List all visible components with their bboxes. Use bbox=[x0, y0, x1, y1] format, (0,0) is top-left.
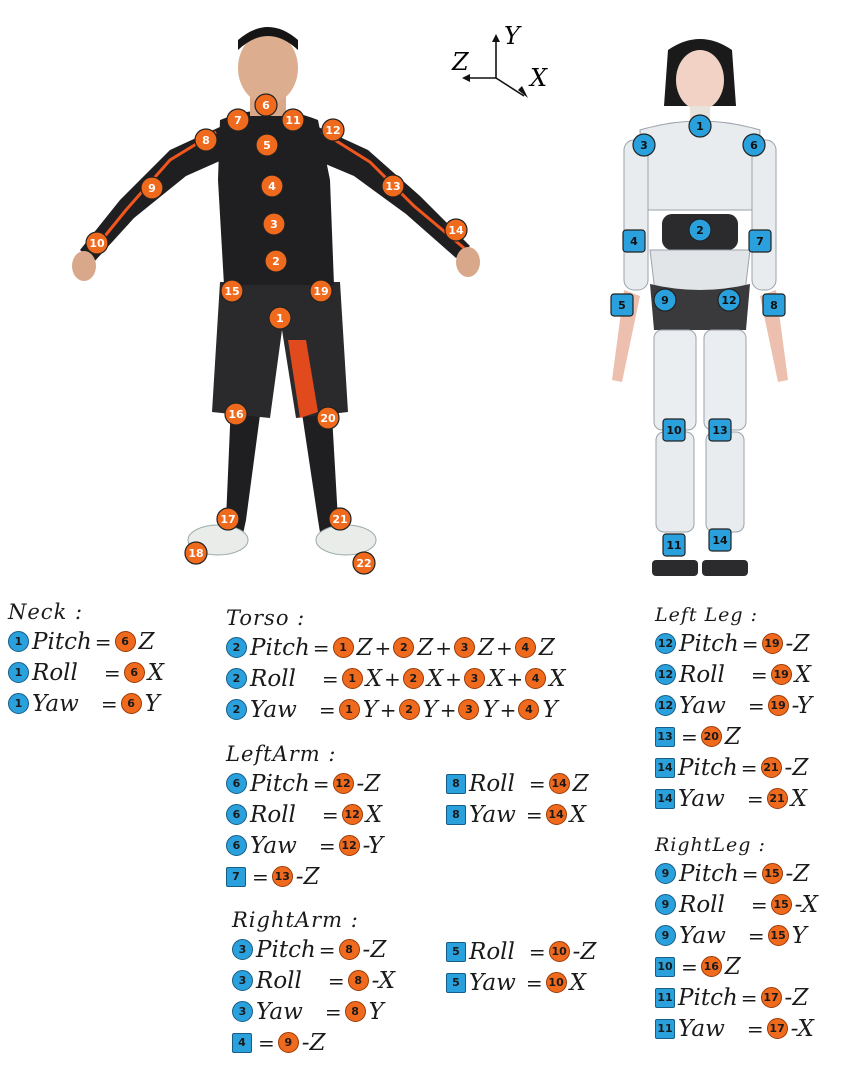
joint-marker: 3 bbox=[232, 939, 253, 960]
svg-text:21: 21 bbox=[332, 513, 348, 526]
torso-title: Torso : bbox=[226, 606, 306, 630]
axis: Z bbox=[572, 770, 589, 797]
svg-text:16: 16 bbox=[228, 408, 244, 421]
svg-text:17: 17 bbox=[220, 513, 236, 526]
sensor-marker: 12 bbox=[342, 804, 363, 825]
joint-marker: 5 bbox=[446, 973, 466, 993]
torso-pitch-row: 2 Pitch = 1 Z + 2 Z + 3 Z + 4 Z bbox=[226, 632, 565, 663]
right-arm-joint5-roll-row: 5 Roll = 10 -Z bbox=[446, 936, 596, 967]
joint-marker: 11 bbox=[655, 988, 675, 1008]
sensor-marker: 14 bbox=[549, 773, 570, 794]
sensor-marker: 4 bbox=[518, 699, 539, 720]
joint-marker: 12 bbox=[655, 664, 676, 685]
right-leg-section bbox=[655, 834, 818, 1044]
sensor-marker: 13 bbox=[272, 866, 293, 887]
sensor-marker: 19 bbox=[762, 633, 783, 654]
svg-text:18: 18 bbox=[188, 547, 204, 560]
svg-text:14: 14 bbox=[448, 224, 464, 237]
left-leg-joint14-yaw-row: 14 Yaw = 21 X bbox=[655, 783, 812, 814]
axis: Z bbox=[356, 634, 373, 661]
joint-marker: 14 bbox=[655, 758, 675, 778]
left-arm-section-col2 bbox=[446, 768, 589, 830]
sensor-marker: 20 bbox=[701, 726, 722, 747]
label: Pitch bbox=[679, 630, 739, 657]
left-leg-section bbox=[655, 604, 812, 814]
axis: -X bbox=[790, 1015, 814, 1042]
axis: X bbox=[569, 801, 586, 828]
marker-3 bbox=[263, 213, 285, 235]
svg-text:12: 12 bbox=[325, 124, 341, 137]
marker-5 bbox=[611, 294, 633, 316]
sensor-marker: 10 bbox=[546, 972, 567, 993]
label: Roll bbox=[469, 938, 515, 965]
joint-marker: 9 bbox=[655, 863, 676, 884]
left-leg-pitch-row: 12 Pitch = 19 -Z bbox=[655, 628, 812, 659]
sensor-marker: 19 bbox=[771, 664, 792, 685]
marker-9 bbox=[654, 289, 676, 311]
svg-text:13: 13 bbox=[712, 424, 728, 437]
svg-text:9: 9 bbox=[661, 294, 669, 307]
marker-21 bbox=[329, 508, 351, 530]
svg-text:2: 2 bbox=[272, 255, 280, 268]
joint-marker: 7 bbox=[226, 867, 246, 887]
sensor-marker: 4 bbox=[515, 637, 536, 658]
joint-marker: 6 bbox=[226, 835, 247, 856]
svg-text:14: 14 bbox=[712, 534, 728, 547]
marker-8 bbox=[763, 294, 785, 316]
joint-marker: 13 bbox=[655, 727, 675, 747]
axis: Z bbox=[724, 953, 741, 980]
svg-text:7: 7 bbox=[756, 235, 764, 248]
marker-10 bbox=[663, 419, 685, 441]
label: Roll bbox=[469, 770, 515, 797]
joint-marker: 10 bbox=[655, 957, 675, 977]
label: Pitch bbox=[250, 770, 310, 797]
joint-marker: 14 bbox=[655, 789, 675, 809]
marker-5 bbox=[256, 134, 278, 156]
marker-13 bbox=[709, 419, 731, 441]
joint-marker: 4 bbox=[232, 1033, 252, 1053]
marker-20 bbox=[317, 407, 339, 429]
label: Roll bbox=[32, 659, 78, 686]
axis: X bbox=[365, 665, 383, 692]
label: Yaw bbox=[250, 696, 297, 723]
sensor-marker: 21 bbox=[767, 788, 788, 809]
sensor-marker: 6 bbox=[115, 631, 136, 652]
left-arm-joint7-row: 7 = 13 -Z bbox=[226, 861, 383, 892]
label: Roll bbox=[679, 891, 725, 918]
marker-13 bbox=[382, 175, 404, 197]
left-leg-joint13-row: 13 = 20 Z bbox=[655, 721, 812, 752]
sensor-marker: 3 bbox=[458, 699, 479, 720]
marker-16 bbox=[225, 403, 247, 425]
neck-section bbox=[8, 600, 164, 719]
marker-3 bbox=[633, 134, 655, 156]
label: Yaw bbox=[32, 690, 79, 717]
axis: -Z bbox=[295, 863, 320, 890]
svg-text:8: 8 bbox=[202, 134, 210, 147]
joint-marker: 8 bbox=[446, 774, 466, 794]
svg-text:20: 20 bbox=[320, 412, 336, 425]
marker-6 bbox=[743, 134, 765, 156]
label: Pitch bbox=[256, 936, 316, 963]
sensor-marker: 1 bbox=[333, 637, 354, 658]
sensor-marker: 16 bbox=[701, 956, 722, 977]
axis: X bbox=[790, 785, 807, 812]
axis: Y bbox=[362, 696, 378, 723]
sensor-marker: 21 bbox=[761, 757, 782, 778]
joint-marker: 12 bbox=[655, 633, 676, 654]
marker-1 bbox=[269, 307, 291, 329]
right-leg-pitch-row: 9 Pitch = 15 -Z bbox=[655, 858, 818, 889]
joint-marker: 11 bbox=[655, 1019, 675, 1039]
svg-text:10: 10 bbox=[89, 237, 105, 250]
marker-19 bbox=[310, 280, 332, 302]
torso-section bbox=[226, 606, 565, 725]
joint-marker: 2 bbox=[226, 668, 247, 689]
axis: Z bbox=[724, 723, 741, 750]
sensor-marker: 1 bbox=[339, 699, 360, 720]
axis: Z bbox=[417, 634, 434, 661]
joint-marker: 8 bbox=[446, 805, 466, 825]
marker-12 bbox=[718, 289, 740, 311]
joint-marker: 12 bbox=[655, 695, 676, 716]
left-leg-joint14-pitch-row: 14 Pitch = 21 -Z bbox=[655, 752, 812, 783]
marker-7 bbox=[749, 230, 771, 252]
sensor-marker: 3 bbox=[454, 637, 475, 658]
left-arm-joint8-yaw-row: 8 Yaw = 14 X bbox=[446, 799, 589, 830]
svg-text:1: 1 bbox=[696, 120, 704, 133]
sensor-marker: 8 bbox=[339, 939, 360, 960]
left-leg-yaw-row: 12 Yaw = 19 -Y bbox=[655, 690, 812, 721]
svg-text:11: 11 bbox=[285, 114, 301, 127]
svg-text:4: 4 bbox=[268, 180, 276, 193]
svg-text:1: 1 bbox=[276, 312, 284, 325]
right-arm-title: RightArm : bbox=[232, 908, 359, 932]
svg-text:3: 3 bbox=[640, 139, 648, 152]
axis-label-z: Z bbox=[452, 48, 469, 76]
axis: Y bbox=[791, 922, 807, 949]
joint-marker: 6 bbox=[226, 773, 247, 794]
svg-text:3: 3 bbox=[270, 218, 278, 231]
sensor-marker: 15 bbox=[762, 863, 783, 884]
marker-11 bbox=[663, 534, 685, 556]
svg-text:9: 9 bbox=[148, 182, 156, 195]
axis: X bbox=[569, 969, 586, 996]
sensor-marker: 6 bbox=[124, 662, 145, 683]
axis: X bbox=[549, 665, 566, 692]
label: Pitch bbox=[250, 634, 310, 661]
svg-text:5: 5 bbox=[618, 299, 626, 312]
axis: -Y bbox=[791, 692, 813, 719]
joint-marker: 1 bbox=[8, 693, 29, 714]
left-leg-title: Left Leg : bbox=[655, 604, 759, 626]
axis: -Z bbox=[784, 754, 809, 781]
marker-1 bbox=[689, 115, 711, 137]
label: Yaw bbox=[679, 692, 726, 719]
svg-text:13: 13 bbox=[385, 180, 401, 193]
sensor-marker: 6 bbox=[121, 693, 142, 714]
sensor-marker: 4 bbox=[525, 668, 546, 689]
sensor-marker: 17 bbox=[767, 1018, 788, 1039]
sensor-marker: 2 bbox=[403, 668, 424, 689]
axis: Y bbox=[422, 696, 438, 723]
marker-14 bbox=[709, 529, 731, 551]
svg-text:10: 10 bbox=[666, 424, 682, 437]
label: Pitch bbox=[32, 628, 92, 655]
axis: -X bbox=[794, 891, 818, 918]
neck-roll-row: 1 Roll = 6 X bbox=[8, 657, 164, 688]
axis: X bbox=[794, 661, 812, 688]
axis: -Y bbox=[362, 832, 384, 859]
label: Yaw bbox=[678, 1015, 725, 1042]
torso-roll-row: 2 Roll = 1 X + 2 X + 3 X + 4 X bbox=[226, 663, 565, 694]
axis: -Z bbox=[785, 630, 810, 657]
sensor-marker: 15 bbox=[768, 925, 789, 946]
axis-indicator bbox=[451, 22, 548, 98]
sensor-marker: 17 bbox=[761, 987, 782, 1008]
sensor-marker: 14 bbox=[546, 804, 567, 825]
marker-8 bbox=[195, 129, 217, 151]
axis: Y bbox=[482, 696, 498, 723]
label: Pitch bbox=[678, 754, 738, 781]
label: Yaw bbox=[469, 969, 516, 996]
joint-marker: 6 bbox=[226, 804, 247, 825]
right-leg-joint11-yaw-row: 11 Yaw = 17 -X bbox=[655, 1013, 818, 1044]
sensor-marker: 10 bbox=[549, 941, 570, 962]
sensor-marker: 2 bbox=[393, 637, 414, 658]
axis: X bbox=[147, 659, 165, 686]
axis: Z bbox=[538, 634, 555, 661]
axis: -Z bbox=[785, 860, 810, 887]
marker-4 bbox=[623, 230, 645, 252]
axis: Z bbox=[138, 628, 155, 655]
joint-marker: 9 bbox=[655, 925, 676, 946]
label: Yaw bbox=[469, 801, 516, 828]
svg-text:8: 8 bbox=[770, 299, 778, 312]
label: Pitch bbox=[678, 984, 738, 1011]
sensor-marker: 1 bbox=[342, 668, 363, 689]
sensor-marker: 15 bbox=[771, 894, 792, 915]
axis: X bbox=[426, 665, 444, 692]
svg-text:4: 4 bbox=[630, 235, 638, 248]
right-arm-pitch-row: 3 Pitch = 8 -Z bbox=[232, 934, 395, 965]
left-arm-yaw-row: 6 Yaw = 12 -Y bbox=[226, 830, 383, 861]
joint-marker: 2 bbox=[226, 637, 247, 658]
label: Roll bbox=[256, 967, 302, 994]
label: Yaw bbox=[250, 832, 297, 859]
joint-marker: 3 bbox=[232, 1001, 253, 1022]
neck-pitch-row: 1 Pitch = 6 Z bbox=[8, 626, 164, 657]
marker-11 bbox=[282, 109, 304, 131]
axis: -Z bbox=[362, 936, 387, 963]
axis: -Z bbox=[572, 938, 597, 965]
left-leg-roll-row: 12 Roll = 19 X bbox=[655, 659, 812, 690]
axis: Z bbox=[478, 634, 495, 661]
label: Yaw bbox=[679, 922, 726, 949]
sensor-marker: 9 bbox=[278, 1032, 299, 1053]
axis: -Z bbox=[784, 984, 809, 1011]
joint-marker: 1 bbox=[8, 662, 29, 683]
right-leg-joint10-row: 10 = 16 Z bbox=[655, 951, 818, 982]
marker-6 bbox=[255, 94, 277, 116]
axis: -Z bbox=[356, 770, 381, 797]
label: Pitch bbox=[679, 860, 739, 887]
sensor-marker: 12 bbox=[339, 835, 360, 856]
left-arm-roll-row: 6 Roll = 12 X bbox=[226, 799, 383, 830]
svg-text:11: 11 bbox=[666, 539, 682, 552]
marker-7 bbox=[227, 109, 249, 131]
marker-17 bbox=[217, 508, 239, 530]
joint-marker: 2 bbox=[226, 699, 247, 720]
axis: Y bbox=[542, 696, 558, 723]
marker-9 bbox=[141, 177, 163, 199]
right-leg-roll-row: 9 Roll = 15 -X bbox=[655, 889, 818, 920]
svg-text:15: 15 bbox=[224, 285, 240, 298]
axis-label-x: X bbox=[530, 64, 548, 92]
right-arm-section-col2 bbox=[446, 936, 596, 998]
marker-22 bbox=[353, 552, 375, 574]
neck-title: Neck : bbox=[8, 600, 84, 624]
axis: Y bbox=[144, 690, 160, 717]
marker-12 bbox=[322, 119, 344, 141]
right-leg-joint11-pitch-row: 11 Pitch = 17 -Z bbox=[655, 982, 818, 1013]
svg-text:7: 7 bbox=[234, 114, 242, 127]
marker-4 bbox=[261, 175, 283, 197]
marker-2 bbox=[265, 250, 287, 272]
svg-text:2: 2 bbox=[696, 224, 704, 237]
svg-text:6: 6 bbox=[262, 99, 270, 112]
left-arm-pitch-row: 6 Pitch = 12 -Z bbox=[226, 768, 383, 799]
right-arm-joint4-row: 4 = 9 -Z bbox=[232, 1027, 395, 1058]
right-leg-yaw-row: 9 Yaw = 15 Y bbox=[655, 920, 818, 951]
axis: X bbox=[487, 665, 505, 692]
label: Yaw bbox=[256, 998, 303, 1025]
joint-marker: 9 bbox=[655, 894, 676, 915]
marker-18 bbox=[185, 542, 207, 564]
svg-text:6: 6 bbox=[750, 139, 758, 152]
left-arm-section bbox=[226, 742, 383, 892]
marker-15 bbox=[221, 280, 243, 302]
label: Yaw bbox=[678, 785, 725, 812]
right-arm-yaw-row: 3 Yaw = 8 Y bbox=[232, 996, 395, 1027]
joint-marker: 5 bbox=[446, 942, 466, 962]
svg-text:19: 19 bbox=[313, 285, 329, 298]
axis: Y bbox=[368, 998, 384, 1025]
marker-10 bbox=[86, 232, 108, 254]
svg-text:5: 5 bbox=[263, 139, 271, 152]
label: Roll bbox=[250, 665, 296, 692]
sensor-marker: 19 bbox=[768, 695, 789, 716]
label: Roll bbox=[679, 661, 725, 688]
svg-text:22: 22 bbox=[356, 557, 372, 570]
marker-2 bbox=[689, 219, 711, 241]
axis: -Z bbox=[301, 1029, 326, 1056]
left-arm-joint8-roll-row: 8 Roll = 14 Z bbox=[446, 768, 589, 799]
sensor-marker: 12 bbox=[333, 773, 354, 794]
sensor-marker: 8 bbox=[345, 1001, 366, 1022]
sensor-marker: 8 bbox=[348, 970, 369, 991]
right-leg-title: RightLeg : bbox=[655, 834, 766, 856]
label: Roll bbox=[250, 801, 296, 828]
joint-marker: 1 bbox=[8, 631, 29, 652]
sensor-marker: 3 bbox=[464, 668, 485, 689]
right-arm-joint5-yaw-row: 5 Yaw = 10 X bbox=[446, 967, 596, 998]
svg-text:12: 12 bbox=[721, 294, 737, 307]
marker-14 bbox=[445, 219, 467, 241]
right-arm-roll-row: 3 Roll = 8 -X bbox=[232, 965, 395, 996]
axis: -X bbox=[371, 967, 395, 994]
axis-label-y: Y bbox=[504, 22, 520, 50]
right-arm-section bbox=[232, 908, 395, 1058]
torso-yaw-row: 2 Yaw = 1 Y + 2 Y + 3 Y + 4 Y bbox=[226, 694, 565, 725]
axis: X bbox=[365, 801, 383, 828]
neck-yaw-row: 1 Yaw = 6 Y bbox=[8, 688, 164, 719]
joint-marker: 3 bbox=[232, 970, 253, 991]
sensor-marker: 2 bbox=[399, 699, 420, 720]
left-arm-title: LeftArm : bbox=[226, 742, 337, 766]
